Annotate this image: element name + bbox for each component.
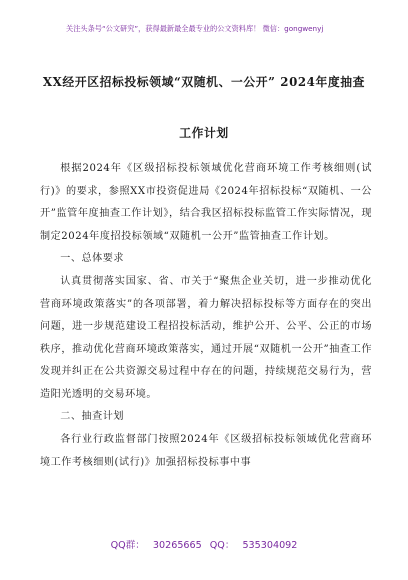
heading-text: 一、总体要求 <box>60 253 125 264</box>
paragraph-intro <box>40 158 372 248</box>
paragraph-text: 各行业行政监督部门按照2024年《区级招标投标领域优化营商环境工作考核细则(试行)》加强招标投标事中事 <box>40 434 372 468</box>
paragraph-general-requirements <box>40 271 372 406</box>
paragraph-text: 认真贯彻落实国家、省、市关于“聚焦企业关切，进一步推动优化营商环境政策落实”的各项部署，着力解决招标投标等方面存在的突出问题，进一步规范建设工程招投标活动，维护公开、公平、公正的市场秩序，推动优化营商环境政策落实，通过开展“双随机一公开”抽查工作发现并纠正在公共资源交易过程中存在的问题，持续规范交易行为，营造阳光透明的交易环境。 <box>40 276 372 400</box>
promo-banner[interactable]: 关注头条号“公文研究”，获得最新最全最专业的公文资料库！ 微信：gongwenyj <box>66 24 324 33</box>
section-heading-general <box>40 248 372 271</box>
paragraph-text: 根据2024年《区级招标投标领域优化营商环境工作考核细则(试行)》的要求，参照XX市投资促进局《2024年招标投标“双随机、一公开”监管年度抽查工作计划》，结合我区招标投标监管工作实际情况，现制定2024年度招投标领域“双随机一公开”监管抽查工作计划。 <box>40 163 372 242</box>
document-subtitle: 工作计划 <box>179 126 229 140</box>
qq-label: QQ： <box>209 540 235 551</box>
qq-group-label: QQ群： <box>110 540 145 551</box>
qq-group-number[interactable]: 30265665 <box>152 540 202 551</box>
paragraph-plan <box>40 429 372 474</box>
heading-text: 二、抽查计划 <box>60 411 125 422</box>
document-title: XX经开区招标投标领域“双随机、一公开” 2024年度抽查 <box>42 75 366 89</box>
header-area <box>0 0 408 40</box>
footer-contact <box>0 537 408 551</box>
qq-number[interactable]: 535304092 <box>242 540 298 551</box>
section-heading-plan <box>40 406 372 429</box>
